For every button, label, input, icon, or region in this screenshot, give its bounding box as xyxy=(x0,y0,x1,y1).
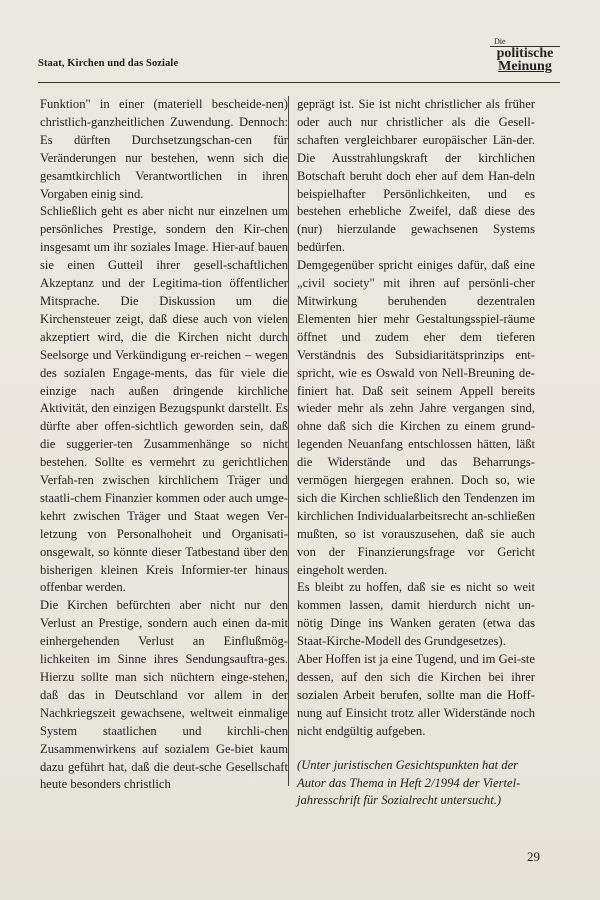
header-rule xyxy=(38,82,560,83)
logo-line-meinung: Meinung xyxy=(498,59,552,74)
paragraph: Funktion" in einer (materiell bescheide-nen) christlich-ganzheitlichen Zuwendung. Dennoch: Es dürften Durchsetzungschan-cen für Veränderungen nur bestehen, wenn sich die gesamtkirchlich Verantwortlichen in ihren Vorgaben einig sind. xyxy=(40,97,288,201)
paragraph: geprägt ist. Sie ist nicht christlicher als früher oder auch nur christlicher als die Gesell-schaften vergleichbarer europäischer Län-der. Die Ausstrahlungskraft der kirchlichen Botschaft beruht doch eher auf dem Han-deln beispielhafter Persönlichkeiten, und es bestehen erhebliche Zweifel, daß diese des (nur) hierzulande gewachsenen Systems bedürfen. xyxy=(297,97,535,255)
column-divider xyxy=(288,96,289,786)
running-head: Staat, Kirchen und das Soziale xyxy=(38,58,179,69)
author-note: (Unter juristischen Gesichtspunkten hat der Autor das Thema in Heft 2/1994 der Viertel-jahresschrift für Sozialrecht untersucht.) xyxy=(297,757,521,808)
logo-line-die: Die xyxy=(494,37,506,46)
left-column xyxy=(40,96,288,794)
right-column xyxy=(297,96,535,810)
page-header xyxy=(38,38,560,82)
paragraph: Schließlich geht es aber nicht nur einzelnen um persönliches Prestige, sondern den Kir-chen insgesamt um ihr soziales Image. Hier-auf bauen sie einen Gutteil ihrer gesell-schaftlichen Akzeptanz und der Legitima-tion öffentlicher Mitsprache. Die Diskussion um die Kirchensteuer zeigt, daß diese auch von vielen akzeptiert wird, die die Kirchen nicht durch Seelsorge und Verkündigung er-reichen – wegen des sozialen Engage-ments, das für viele die einzige nach außen dringende kirchliche Aktivität, den einzigen Bezugspunkt darstellt. Es dürfte aber offen-sichtlich geworden sein, daß die suggerier-ten Zusammenhänge so nicht bestehen. Sollte es vermehrt zu gerichtlichen Verfah-ren zwischen kirchlichem Träger und staatli-chem Finanzier kommen oder auch umge-kehrt zwischen Träger und Staat wegen Ver-letzung von Personalhoheit und Organisati-onsgewalt, so könnte dieser Tatbestand über den bisherigen kleinen Kreis Informier-ter hinaus offenbar werden. xyxy=(40,204,288,595)
logo-line-politische: politische xyxy=(490,46,560,60)
journal-logo xyxy=(490,38,560,76)
paragraph: Die Kirchen befürchten aber nicht nur den Verlust an Prestige, sondern auch einen da-mit einhergehenden Verlust an Einflußmög-lichkeiten im Sinne ihres Sendungsauftra-ges. Hierzu sollte man sich nüchtern einge-stehen, daß das in Deutschland vor allem in der Nachkriegszeit gewachsene, weltweit einmalige System staatlichen und kirchli-chen Zusammenwirkens auf sozialem Ge-biet kaum dazu geführt hat, daß die deut-sche Gesellschaft heute besonders christlich xyxy=(40,598,288,792)
paragraph: Es bleibt zu hoffen, daß sie es nicht so weit kommen lassen, damit hierdurch nicht un-nötig Dinge ins Wanken geraten (etwa das Staat-Kirche-Modell des Grundgesetzes). xyxy=(297,580,535,649)
page-number: 29 xyxy=(527,849,540,864)
paragraph: Demgegenüber spricht einiges dafür, daß eine „civil society" mit ihren auf persönli-cher Mitwirkung beruhenden dezentralen Elementen hier mehr Gestaltungsspiel-räume öffnet und zudem eher dem tieferen Verständnis des Subsidiaritätsprinzips ent-spricht, wie es Oswald von Nell-Breuning de-finiert hat. Daß seit seinem Appell bereits wieder mehr als zehn Jahre vergangen sind, ohne daß sich die Kirchen zu einem grund-legenden Neuanfang entschlossen hätten, läßt die Widerstände und das Beharrungs-vermögen hiergegen erahnen. Doch so, wie sich die Kirchen schließlich den Tendenzen im kirchlichen Individualarbeitsrecht an-schließen mußten, so ist vorauszusehen, daß sie auch von der Finanzierungsfrage vor Gericht eingeholt werden. xyxy=(297,258,535,577)
paragraph: Aber Hoffen ist ja eine Tugend, und im Gei-ste dessen, auf den sich die Kirchen bei ihrer sozialen Arbeit berufen, sollte man die Hoff-nung auf Einsicht trotz aller Widerstände noch nicht endgültig aufgeben. xyxy=(297,652,535,738)
